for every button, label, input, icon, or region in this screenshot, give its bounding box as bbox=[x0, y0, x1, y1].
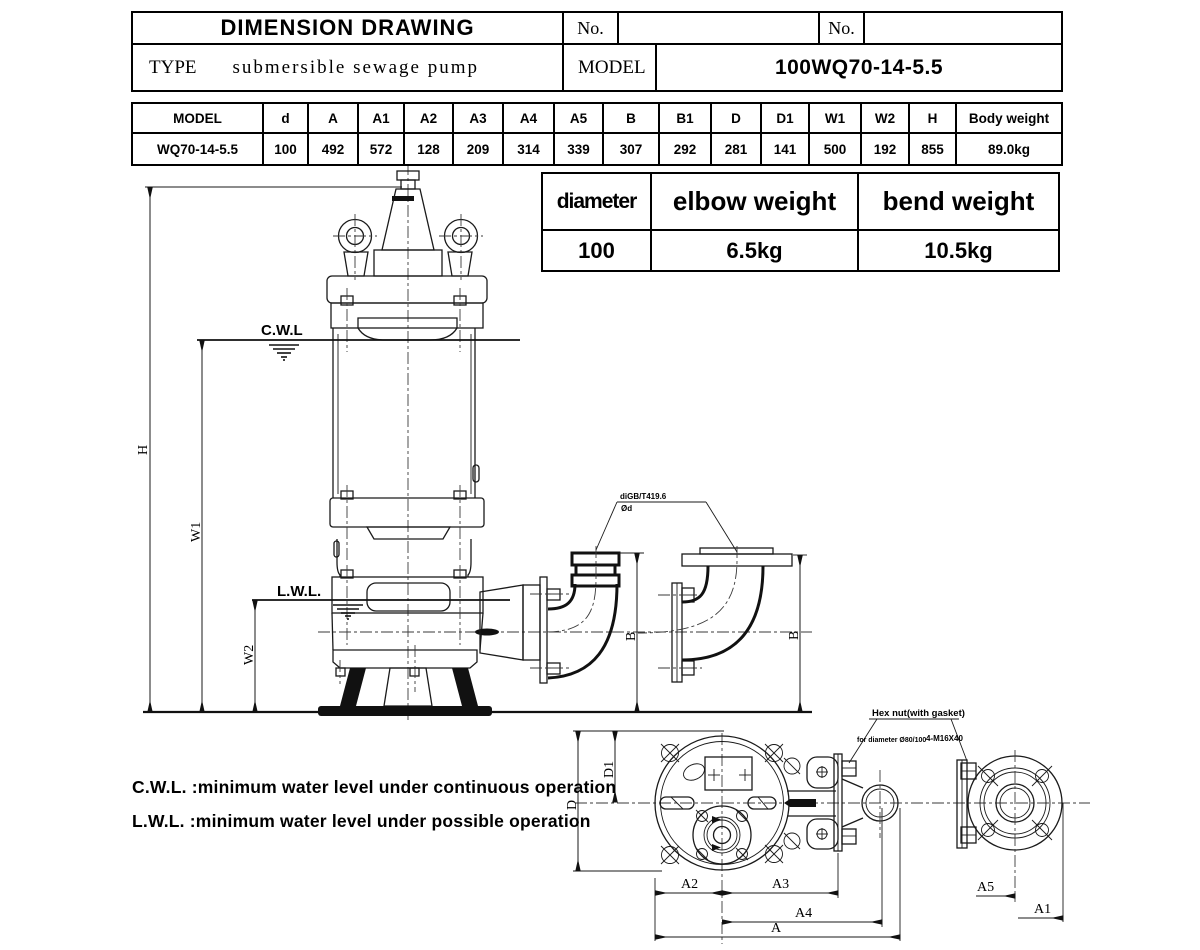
bolt-spec-label: 4-M16X40 bbox=[926, 734, 963, 743]
bend-top-view bbox=[957, 750, 1062, 902]
left-dimensions bbox=[136, 187, 520, 712]
dim-label-a4: A4 bbox=[795, 906, 813, 921]
hex-nut-label: Hex nut(with gasket) bbox=[872, 708, 965, 719]
dim-label-w1: W1 bbox=[189, 521, 204, 542]
spec-value: 128 bbox=[403, 134, 452, 164]
spec-header: A1 bbox=[357, 104, 403, 132]
dim-label-w2: W2 bbox=[242, 644, 257, 665]
spec-value: 292 bbox=[658, 134, 710, 164]
spec-header: D bbox=[710, 104, 760, 132]
bottom-dimensions bbox=[565, 731, 1063, 941]
spec-header: A5 bbox=[553, 104, 602, 132]
hose-elbow-side-view bbox=[545, 546, 619, 678]
spec-header: A bbox=[307, 104, 357, 132]
weight-header-bend: bend weight bbox=[857, 174, 1058, 229]
lwl-label: L.W.L. bbox=[277, 583, 322, 600]
spec-header: B1 bbox=[658, 104, 710, 132]
dim-label-b-elbow: B bbox=[624, 631, 639, 641]
spec-header: B bbox=[602, 104, 658, 132]
no-label-1: No. bbox=[562, 13, 617, 43]
b-dimensions bbox=[619, 553, 807, 712]
no-value-1 bbox=[617, 13, 818, 43]
spec-value: 141 bbox=[760, 134, 808, 164]
spec-header: d bbox=[262, 104, 307, 132]
type-value: submersible sewage pump bbox=[232, 56, 480, 78]
type-label: TYPE bbox=[149, 56, 197, 78]
dim-label-a2: A2 bbox=[681, 877, 699, 892]
spec-value: 192 bbox=[860, 134, 908, 164]
dim-label-a1: A1 bbox=[1034, 902, 1052, 917]
dim-label-a5: A5 bbox=[977, 880, 995, 895]
spec-value: 492 bbox=[307, 134, 357, 164]
spec-header: Body weight bbox=[955, 104, 1061, 132]
weight-header-elbow: elbow weight bbox=[650, 174, 857, 229]
weight-value-elbow: 6.5kg bbox=[650, 231, 857, 270]
spec-value: 100 bbox=[262, 134, 307, 164]
spec-header: A2 bbox=[403, 104, 452, 132]
spec-value: 314 bbox=[502, 134, 553, 164]
spec-value: 89.0kg bbox=[955, 134, 1061, 164]
spec-value: 281 bbox=[710, 134, 760, 164]
hose-standard-leader bbox=[596, 492, 737, 552]
spec-header: W1 bbox=[808, 104, 860, 132]
cwl-label: C.W.L bbox=[261, 322, 303, 339]
dim-label-d1: D1 bbox=[602, 760, 617, 778]
cwl-water-symbol bbox=[269, 345, 299, 360]
hose-standard-label: diGB/T419.6 bbox=[620, 492, 667, 501]
sheet-title: DIMENSION DRAWING bbox=[220, 15, 475, 40]
hose-diameter-label: Ød bbox=[621, 504, 633, 513]
spec-value: 339 bbox=[553, 134, 602, 164]
spec-value: WQ70-14-5.5 bbox=[156, 141, 239, 157]
model-label: MODEL bbox=[562, 45, 655, 90]
spec-header: W2 bbox=[860, 104, 908, 132]
title-block bbox=[131, 11, 1063, 92]
type-cell bbox=[133, 45, 562, 90]
model-value: 100WQ70-14-5.5 bbox=[655, 45, 1061, 90]
spec-header: H bbox=[908, 104, 955, 132]
hex-nut-annotation bbox=[849, 708, 967, 763]
note-cwl: C.W.L. :minimum water level under continuous operation bbox=[132, 777, 617, 797]
pump-bottom-view bbox=[575, 733, 1090, 944]
spec-header: A3 bbox=[452, 104, 502, 132]
weight-value-bend: 10.5kg bbox=[857, 231, 1058, 270]
for-diameter-label: for diameter Ø80/100 bbox=[857, 737, 927, 744]
dim-label-b-bend: B bbox=[787, 630, 802, 640]
spec-value: 572 bbox=[357, 134, 403, 164]
note-lwl: L.W.L. :minimum water level under possible operation bbox=[132, 811, 591, 831]
spec-header: A4 bbox=[502, 104, 553, 132]
dim-label-d: D bbox=[565, 799, 580, 810]
weight-header-diameter: diameter bbox=[556, 189, 637, 213]
spec-value: 209 bbox=[452, 134, 502, 164]
spec-value: 307 bbox=[602, 134, 658, 164]
spec-value: 500 bbox=[808, 134, 860, 164]
bend-side-view bbox=[638, 546, 792, 682]
no-label-2: No. bbox=[818, 13, 863, 43]
weight-table bbox=[541, 172, 1060, 272]
dim-label-a3: A3 bbox=[772, 877, 790, 892]
spec-header: D1 bbox=[760, 104, 808, 132]
dim-label-h: H bbox=[136, 444, 151, 455]
spec-value: 855 bbox=[908, 134, 955, 164]
spec-header: MODEL bbox=[173, 110, 222, 126]
spec-table bbox=[131, 102, 1063, 166]
weight-value-diameter: 100 bbox=[578, 237, 615, 263]
no-value-2 bbox=[863, 13, 1061, 43]
lwl-water-symbol bbox=[333, 605, 363, 619]
dim-label-a: A bbox=[771, 921, 782, 936]
